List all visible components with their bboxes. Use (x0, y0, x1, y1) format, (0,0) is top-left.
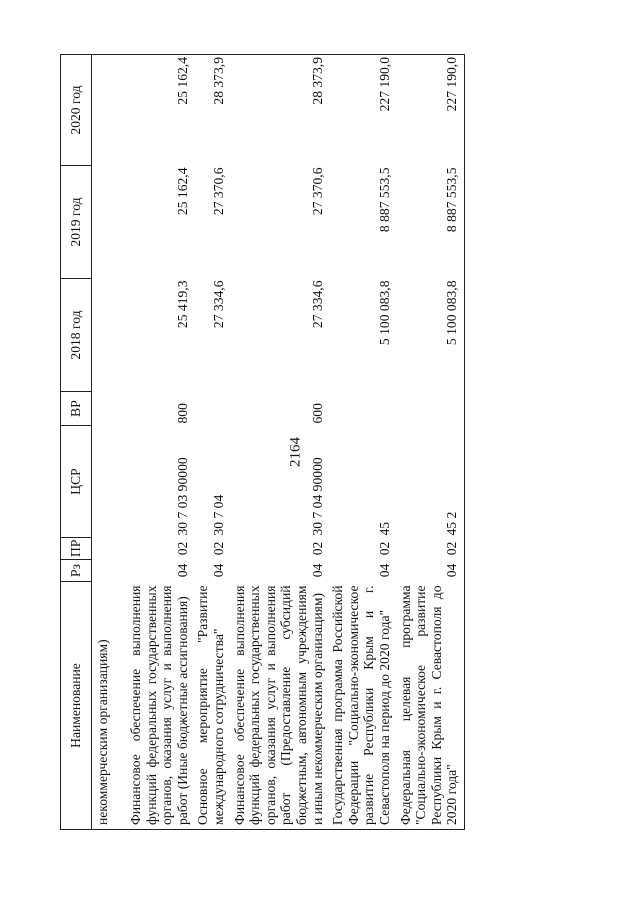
row-name: Финансовое обеспечение выполнения функций федеральных государственных органов, оказания услуг и выполнения работ (Предоставление субсидий бюджетным, автономным учреждениям и иным некоммерческим организациям) (231, 582, 330, 830)
row-2019: 27 370,6 (210, 167, 226, 216)
row-2020: 28 373,9 (231, 55, 330, 166)
row-csr: 30 7 03 90000 (174, 457, 190, 536)
row-name: Государственная программа Российской Федерации "Социально-экономическое развитие Республики Крым и г. Севастополя на период до 2020 года" (329, 582, 396, 830)
row-rz: 04 (376, 563, 392, 578)
row-2018: 5 100 083,8 (376, 280, 392, 346)
row-pr: 02 (210, 541, 226, 556)
row-2019: 8 887 553,5 (397, 166, 465, 279)
row-2020: 227 190,0 (329, 55, 396, 166)
row-vr (397, 392, 465, 426)
row-csr: 45 2 (397, 426, 465, 538)
row-name: некоммерческим организациям) (92, 582, 128, 830)
table-body (92, 55, 465, 830)
row-pr: 02 (376, 541, 392, 556)
row-rz: 04 (397, 560, 465, 582)
row-csr: 30 7 04 (210, 494, 226, 536)
header-pr: ПР (61, 538, 92, 560)
row-vr: 600 (309, 403, 325, 424)
row-csr: 45 (376, 521, 392, 536)
rotated-table-container (60, 55, 580, 830)
row-pr (92, 538, 128, 560)
header-2019: 2019 год (61, 166, 92, 279)
page-number-text: 2164 (287, 437, 304, 467)
row-2020 (92, 55, 128, 166)
table-row (329, 55, 396, 830)
row-name: Федеральная целевая программа "Социально-экономическое развитие Республики Крым и г. Севастополя до 2020 года" (397, 582, 465, 830)
header-2020: 2020 год (61, 55, 92, 166)
row-2018: 25 419,3 (174, 280, 190, 329)
header-csr: ЦСР (61, 426, 92, 538)
row-2019 (92, 166, 128, 279)
row-pr: 02 (309, 541, 325, 556)
row-2018: 27 334,6 (309, 280, 325, 329)
row-2019: 27 370,6 (309, 167, 325, 216)
table-row (92, 55, 128, 830)
row-2019: 25 162,4 (174, 167, 190, 216)
row-2019: 8 887 553,5 (376, 167, 392, 233)
header-vr: ВР (61, 392, 92, 426)
header-rz: Рз (61, 560, 92, 582)
table-row (127, 55, 194, 830)
row-2018: 5 100 083,8 (397, 279, 465, 392)
row-2018: 27 334,6 (210, 280, 226, 329)
table-row (194, 55, 230, 830)
row-name: Основное мероприятие "Развитие международного сотрудничества" (194, 582, 230, 830)
row-vr (92, 392, 128, 426)
header-name: Наименование (61, 582, 92, 830)
row-2020: 227 190,0 (397, 55, 465, 166)
table-header (61, 55, 92, 830)
row-2020: 25 162,4 (127, 55, 194, 166)
row-vr (329, 392, 396, 426)
header-2018: 2018 год (61, 279, 92, 392)
table-row (397, 55, 465, 830)
row-pr: 02 (397, 538, 465, 560)
row-rz (92, 560, 128, 582)
row-csr: 30 7 04 90000 (309, 457, 325, 536)
row-2020: 28 373,9 (194, 55, 230, 166)
table-row (231, 55, 330, 830)
header-row (61, 55, 92, 830)
row-pr: 02 (174, 541, 190, 556)
row-rz: 04 (210, 563, 226, 578)
row-rz: 04 (174, 563, 190, 578)
row-vr (194, 392, 230, 426)
budget-table (60, 54, 465, 830)
row-csr (92, 426, 128, 538)
row-name: Финансовое обеспечение выполнения функций федеральных государственных органов, оказания услуг и выполнения работ (Иные бюджетные ассигнования) (127, 582, 194, 830)
row-rz: 04 (309, 563, 325, 578)
row-2018 (92, 279, 128, 392)
row-vr: 800 (174, 403, 190, 424)
